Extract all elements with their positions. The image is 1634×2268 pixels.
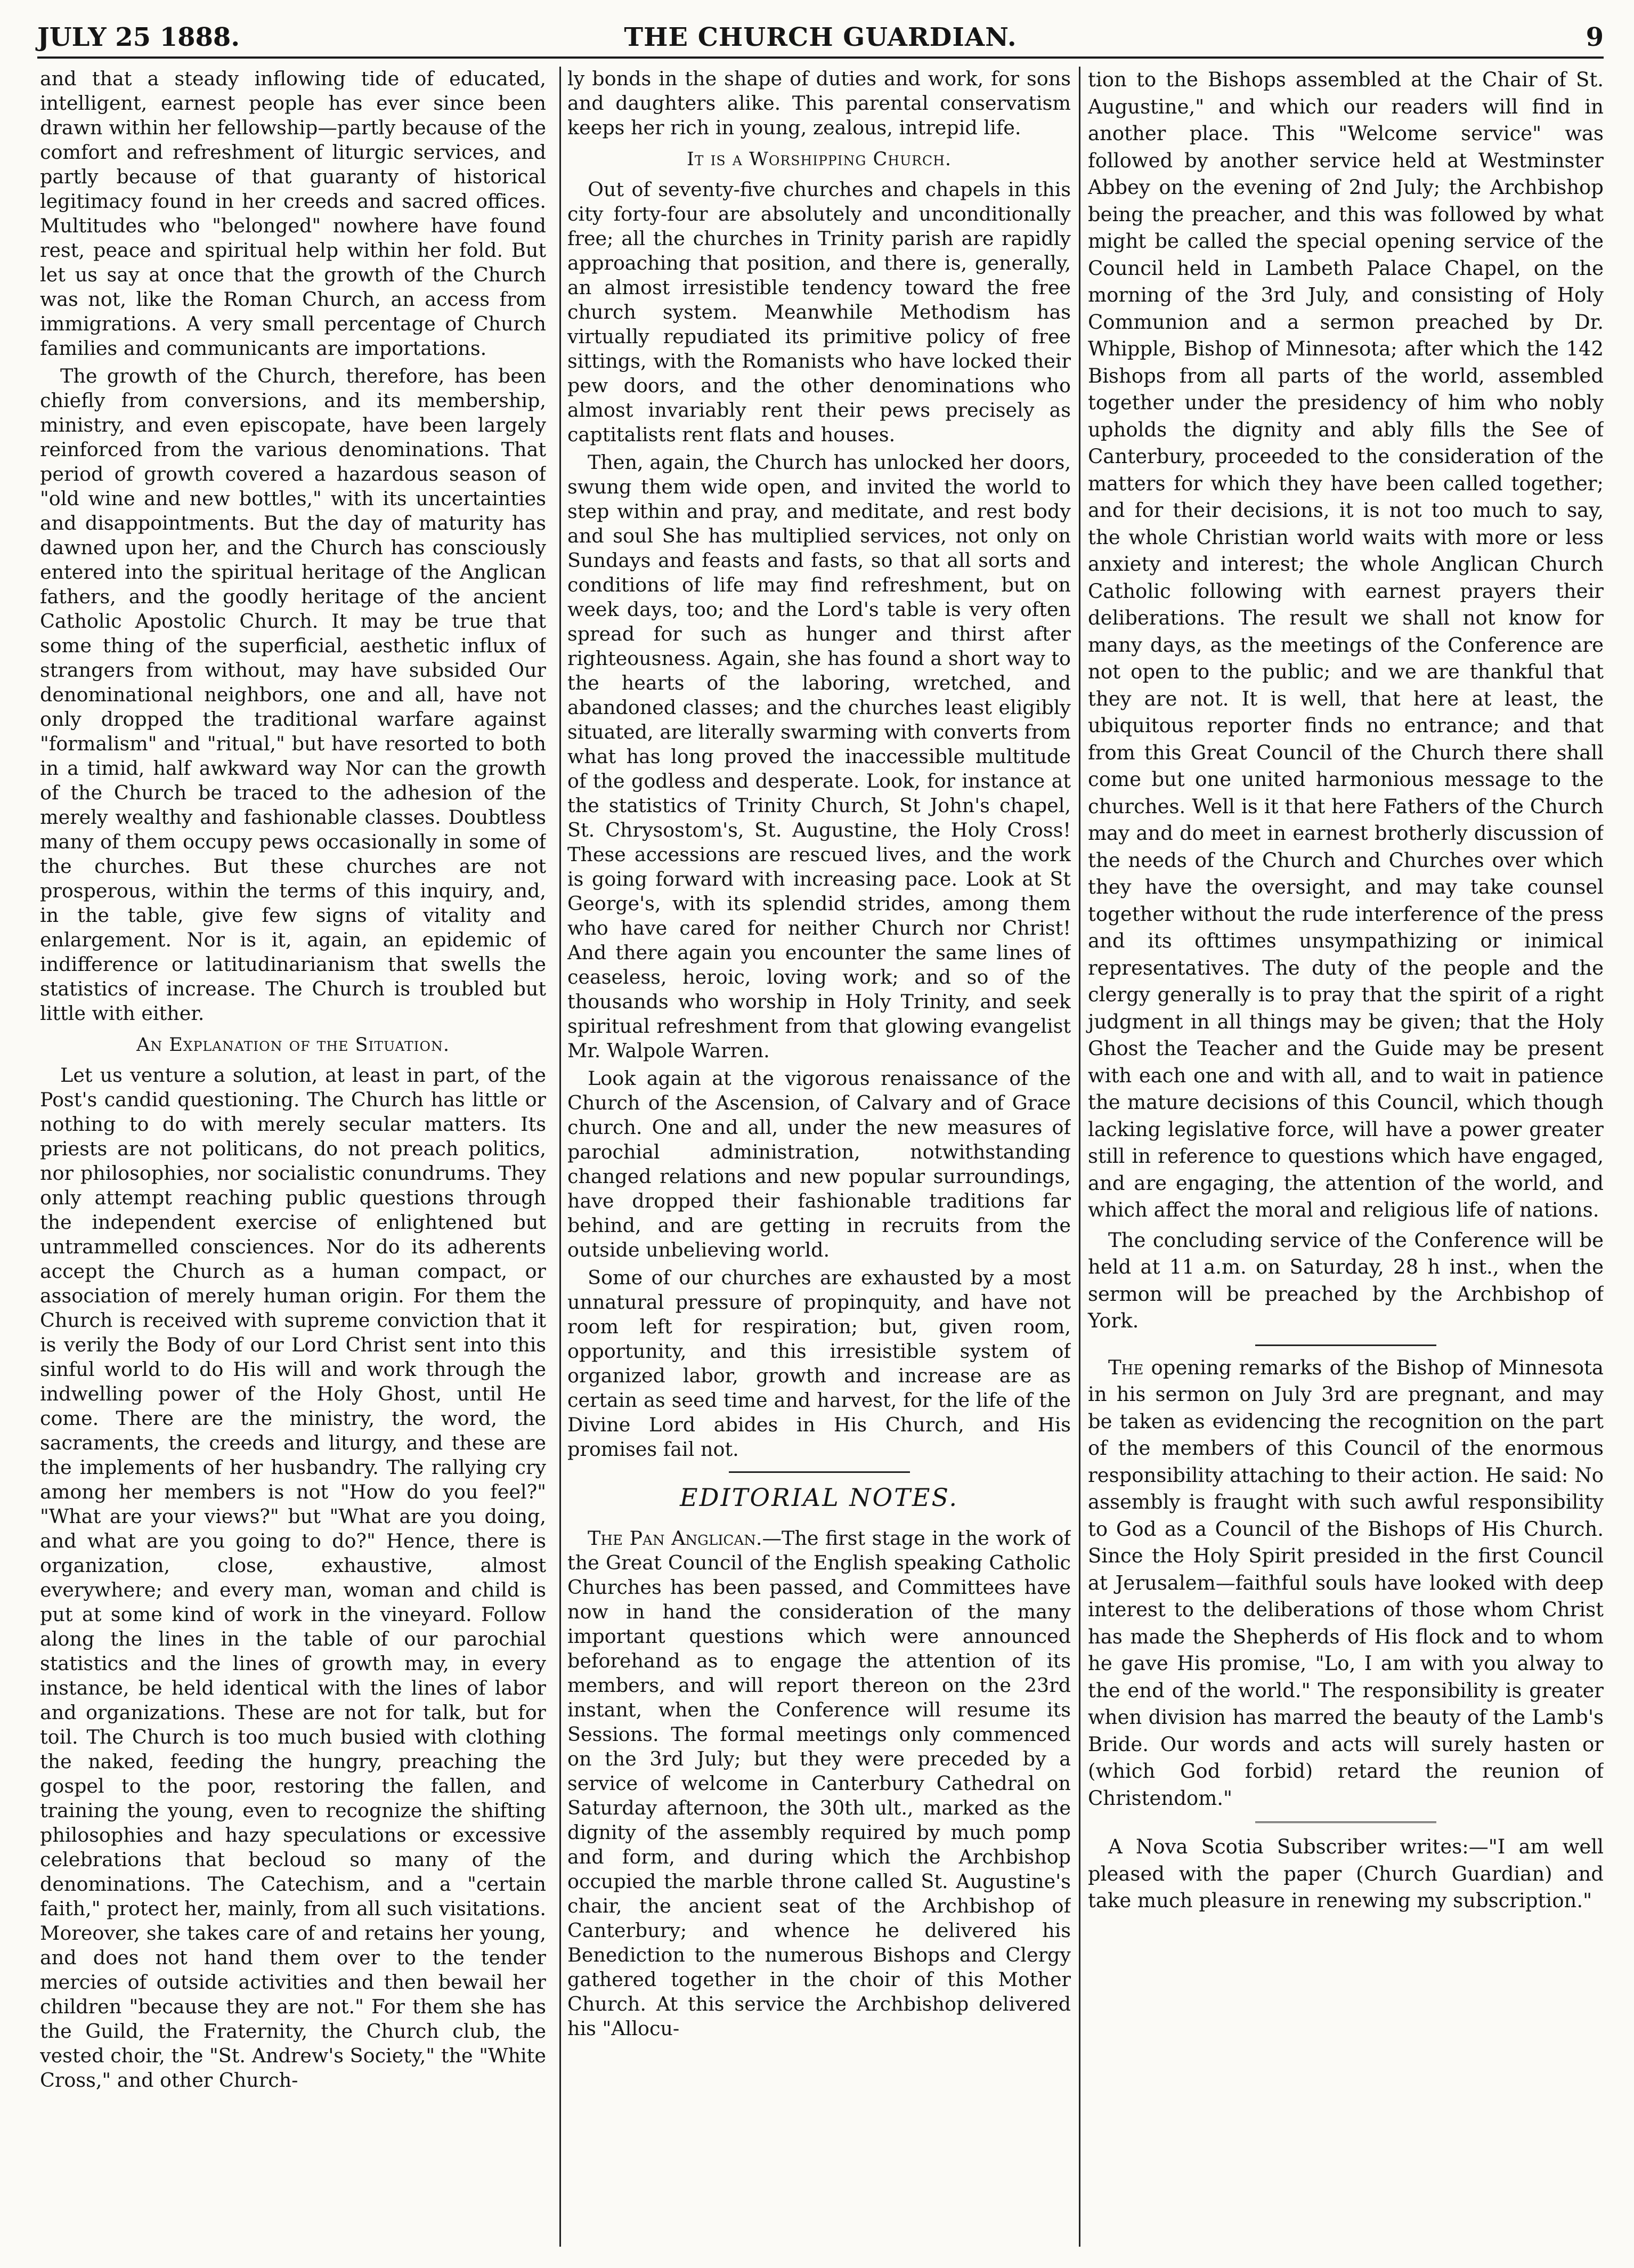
page-number: 9 (1586, 22, 1604, 52)
article-paragraph: Out of seventy-five churches and chapels in this city forty-four are absolutely and unconditionally free; all the churches in Trinity parish are rapidly approaching that position, and there is, generally, an almost irresistible tendency toward the free church system. Meanwhile Methodism has virtually repudiated its primitive policy of free sittings, with the Romanists who have locked their pew doors, and the other denominations who almost invariably rent their pews precisely as captitalists rent flats and houses. (567, 178, 1071, 446)
column-3 (1079, 67, 1604, 2247)
article-paragraph: and that a steady inflowing tide of educated, intelligent, earnest people has ever since been drawn within her fellowship—partly because of the comfort and refreshment of liturgic services, and partly because of that guaranty of historical legitimacy found in her creeds and sacred offices. Multitudes who "belonged" nowhere have found rest, peace and spiritual help within her fold. But let us say at once that the growth of the Church was not, like the Roman Church, an access from immigrations. A very small percentage of Church families and communicants are importations. (40, 67, 546, 360)
divider-rule (729, 1471, 910, 1473)
issue-date: JULY 25 1888. (37, 22, 240, 52)
item-lead: The Pan Anglican. (588, 1527, 762, 1550)
newspaper-title: THE CHURCH GUARDIAN. (624, 22, 1017, 52)
editorial-notes-heading: EDITORIAL NOTES. (680, 1483, 958, 1512)
article-paragraph: Look again at the vigorous renaissance of the Church of the Ascension, of Calvary and of Grace church. One and all, under the new measures of parochial administration, notwithstanding changed relations and new popular surroundings, have dropped their fashionable traditions far behind, and are getting in recruits from the outside unbelieving world. (567, 1067, 1071, 1261)
article-paragraph (567, 1526, 1071, 2041)
article-paragraph: Then, again, the Church has unlocked her doors, swung them wide open, and invited the world to step within and pray, and meditate, and rest body and soul She has multiplied services, not only on Sundays and feasts and fasts, so that all sorts and conditions of life may find refreshment, but on week days, too; and the Lord's table is very often spread for such as hunger and thirst after righteousness. Again, she has found a short way to the hearts of the laboring, wretched, and abandoned classes; and the churches least eligibly situated, are literally swarming with converts from what has long proved the inaccessible multitude of the godless and desperate. Look, for instance at the statistics of Trinity Church, St John's chapel, St. Chrysostom's, St. Augustine, the Holy Cross! These accessions are rescued lives, and the work is going forward with increasing pace. Look at St George's, with its splendid strides, among them who have cared for neither Church nor Christ! And there again you encounter the same lines of ceaseless, heroic, loving work; and so of the thousands who worship in Holy Trinity, and seek spiritual refreshment from that glowing evangelist Mr. Walpole Warren. (567, 451, 1071, 1062)
section-subheading: An Explanation of the Situation. (136, 1034, 450, 1056)
page-header (37, 20, 1604, 59)
article-paragraph (1088, 1355, 1604, 1812)
article-paragraph: tion to the Bishops assembled at the Chair of St. Augustine," and which our readers will find in another place. This "Welcome service" was followed by another service held at Westminster Abbey on the evening of 2nd July; the Archbishop being the preacher, and this was followed by what might be called the special opening service of the Council held in Lambeth Palace Chapel, on the morning of the 3rd July, and consisting of Holy Communion and a sermon preached by Dr. Whipple, Bishop of Minnesota; after which the 142 Bishops from all parts of the world, assembled together under the presidency of him who nobly upholds the dignity and ably fills the See of Canterbury, proceeded to the consideration of the matters for which they have been called together; and for their decisions, it is not too much to say, the whole Christian world waits with more or less anxiety and interest; the whole Anglican Church Catholic following with earnest prayers their deliberations. The result we shall not know for many days, as the meetings of the Conference are not open to the public; and we are thankful that they are not. It is well, that here at least, the ubiquitous reporter finds no entrance; and that from this Great Council of the Church there shall come but one united harmonious message to the churches. Well is it that here Fathers of the Church may and do meet in earnest brotherly discussion of the needs of the Church and Churches over which they have the oversight, and may take counsel together without the rude interference of the press and its ofttimes unsympathizing or inimical representatives. The duty of the people and the clergy generally is to pray that the spirit of a right judgment in all things may be given; that the Holy Ghost the Teacher and the Guide may be present with each one and with all, and to wait in patience the mature decisions of this Council, which though lacking legislative force, will have a power greater still in reference to questions which have engaged, and are engaging, the attention of the world, and which affect the moral and religious life of nations. (1088, 68, 1604, 1221)
divider-rule (1255, 1821, 1436, 1825)
article-paragraph: The growth of the Church, therefore, has been chiefly from conversions, and its membership, ministry, and even episcopate, have been largely reinforced from the various denominations. That period of growth covered a hazardous season of "old wine and new bottles," with its uncertainties and disappointments. But the day of maturity has dawned upon her, and the Church has consciously entered into the spiritual heritage of the Anglican fathers, and the goodly heritage of the ancient Catholic Apostolic Church. It may be true that some thing of the superficial, aesthetic influx of strangers from without, may have subsided Our denominational neighbors, one and all, have not only dropped the traditional warfare against "formalism" and "ritual," but have resorted to both in a timid, half awkward way Nor can the growth of the Church be traced to the adhesion of the merely wealthy and fashionable classes. Doubtless many of them occupy pews occasionally in some of the churches. But these churches are not prosperous, within the terms of this inquiry, and, in the table, give few signs of vitality and enlargement. Nor is it, again, an epidemic of indifference or latitudinarianism that swells the statistics of increase. The Church is troubled but little with either. (40, 365, 546, 1025)
divider-rule (1255, 1344, 1436, 1346)
article-paragraph: Some of our churches are exhausted by a most unnatural pressure of propinquity, and have not room left for respiration; but, given room, opportunity, and this irresistible system of organized labor, growth and increase are as certain as seed time and harvest, for the life of the Divine Lord abides in His Church, and His promises fail not. (567, 1266, 1071, 1461)
item-text: —The first stage in the work of the Great Council of the English speaking Catholic Churches has been passed, and Committees have now in hand the consideration of the many important questions which were announced beforehand as to engage the attention of its members, and will report thereon on the 23rd instant, when the Conference will resume its Sessions. The formal meetings only commenced on the 3rd July; but they were preceded by a service of welcome in Canterbury Cathedral on Saturday afternoon, the 30th ult., marked as the dignity of the assembly required by much pomp and form, and during which the Archbishop occupied the marble throne called St. Augustine's chair, the ancient seat of the Archbishop of Canterbury; and whence he delivered his Benediction to the numerous Bishops and Clergy gathered together in the choir of this Mother Church. At this service the Archbishop delivered his "Allocu- (567, 1527, 1071, 2040)
column-1 (40, 67, 546, 2247)
item-text: opening remarks of the Bishop of Minnesota in his sermon on July 3rd are pregnant, and may be taken as evidencing the recognition on the part of the members of this Council of the enormous responsibility attaching to their action. He said: No assembly is fraught with such awful responsibility to God as a Council of the Bishops of His Church. Since the Holy Spirit presided in the first Council at Jerusalem—faithful souls have looked with deep interest to the deliberations of those whom Christ has made the Shepherds of His flock and to whom he gave His promise, "Lo, I am with you alway to the end of the world." The responsibility is greater when division has marred the beauty of the Lamb's Bride. Our words and acts will surely hasten or (which God forbid) retard the reunion of Christendom." (1088, 1356, 1604, 1810)
section-subheading: It is a Worshipping Church. (686, 149, 952, 170)
article-paragraph: A Nova Scotia Subscriber writes:—"I am well pleased with the paper (Church Guardian) and take much pleasure in renewing my subscription." (1088, 1835, 1604, 1912)
column-2 (559, 67, 1071, 2247)
article-paragraph: The concluding service of the Conference will be held at 11 a.m. on Saturday, 28 h inst., when the sermon will be preached by the Archbishop of York. (1088, 1228, 1604, 1332)
article-paragraph: ly bonds in the shape of duties and work, for sons and daughters alike. This parental conservatism keeps her rich in young, zealous, intrepid life. (567, 67, 1071, 139)
article-paragraph: Let us venture a solution, at least in part, of the Post's candid questioning. The Church has little or nothing to do with merely secular matters. Its priests are not politicans, do not preach politics, nor philosophies, nor socialistic conundrums. They only attempt reaching public questions through the independent exercise of enlightened but untrammelled consciences. Nor do its adherents accept the Church as a human compact, or association of merely human origin. For them the Church is received with supreme conviction that it is verily the Body of our Lord Christ sent into this sinful world to do His will and work through the indwelling power of the Holy Ghost, until He come. There are the ministry, the word, the sacraments, the creeds and liturgy, and these are the implements of her husbandry. The rallying cry among her members is not "How do you feel?" "What are your views?" but "What are you doing, and what are you going to do?" Hence, there is organization, close, exhaustive, almost everywhere; and every man, woman and child is put at some kind of work in the vineyard. Follow along the lines in the table of our parochial statistics and the lines of growth may, in every instance, be held identical with the lines of labor and organizations. These are not for talk, but for toil. The Church is too much busied with clothing the naked, feeding the hungry, preaching the gospel to the poor, restoring the fallen, and training the young, even to recognize the shifting philosophies and hazy speculations or excessive celebrations that becloud so many of the denominations. The Catechism, and a "certain faith," protect her, mainly, from all such visitations. Moreover, she takes care of and retains her young, and does not hand them over to the tender mercies of outside activities and then bewail her children "because they are not." For them she has the Guild, the Fraternity, the Church club, the vested choir, the "St. Andrew's Society," the "White Cross," and other Church- (40, 1064, 546, 2092)
item-lead: The (1108, 1356, 1144, 1379)
